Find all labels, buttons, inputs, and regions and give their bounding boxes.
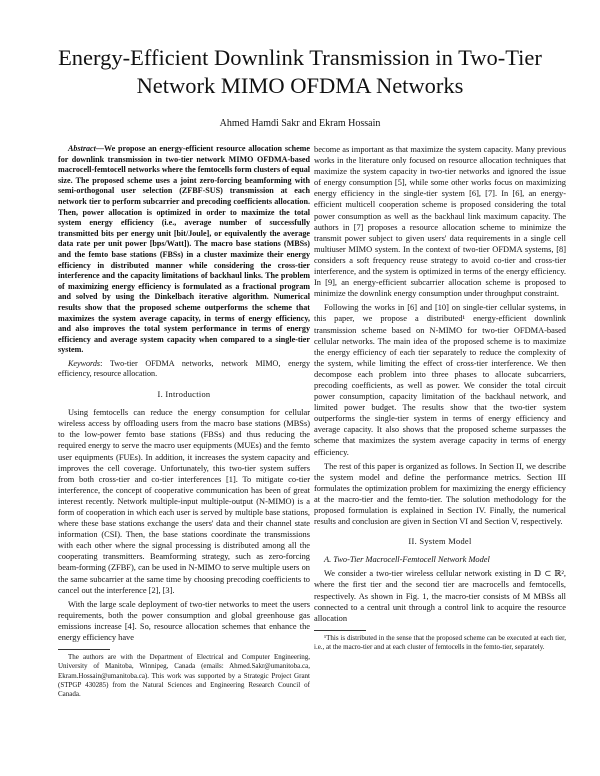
keywords (58, 359, 310, 380)
intro-paragraph-5: The rest of this paper is organized as follows. In Section II, we describe the system model and define the performance metrics. Section III formulates the optimization problem for maximizing the energy efficiency at the macro-tier and the femto-tier. The solution methodology for the proposed formulation is explained in Section IV. Finally, the numerical results and conclusion are given in Section VI and Section V, respectively. (314, 461, 566, 527)
abstract-text: —We propose an energy-efficient resource allocation scheme for downlink transmission in two-tier network MIMO OFDMA-based macrocell-femtocell networks where the femtocells form clusters of equal size. The proposed scheme uses a joint zero-forcing beamforming with semi-orthogonal user selection (ZFBF-SUS) transmission at each network tier to perform subcarrier and precoding coefficients allocation. Then, power allocation is optimized in order to maximize the total system energy efficiency (i.e., average number of successfully transmitted bits per energy unit [bit/Joule], or equivalently the average data rate per unit power [bps/Watt]). The macro base stations (MBSs) and the femto base stations (FBSs) in a cluster maximize their energy efficiency in distributed manner while considering the cross-tier interference and the capacity limitations of backhaul links. The problem of maximizing energy efficiency is formulated as a fractional program and solved by using the Dinkelbach iterative algorithm. Numerical results show that the proposed scheme outperforms the scheme that maximizes the system average capacity, in terms of energy efficiency, and also improves the total system performance in terms of energy efficiency and average system capacity when compared to a single-tier system. (58, 144, 310, 355)
footnote-rule (58, 649, 110, 650)
author-footnote: The authors are with the Department of Electrical and Computer Engineering, University of Manitoba, Winnipeg, Canada (emails: Ahmed.Sakr@umanitoba.ca, Ekram.Hossain@umanitoba.ca). This work was supported by a Strategic Project Grant (STPGP 430285) from the Natural Sciences and Engineering Research Council of Canada. (58, 653, 310, 698)
left-column (58, 144, 310, 702)
right-column (314, 144, 566, 655)
system-model-paragraph: We consider a two-tier wireless cellular network existing in 𝔻 ⊂ ℝ², where the first tier and the second tier are macrocells and femtocells, respectively. As shown in Fig. 1, the macro-tier consists of M MBSs all connected to a central unit through a control link to acquire the resource allocation (314, 569, 566, 623)
paper-title: Energy-Efficient Downlink Transmission in Two-Tier Network MIMO OFDMA Networks (58, 45, 542, 98)
paper-authors: Ahmed Hamdi Sakr and Ekram Hossain (219, 118, 381, 129)
keywords-label: Keywords (68, 358, 101, 368)
intro-paragraph-1: Using femtocells can reduce the energy consumption for cellular wireless access by offloading users from the macro base stations (MBSs) to the low-power femto base stations (FBSs) and thus reducing the required energy to serve the macro user equipments (MUEs) and the femto user equipments (FUEs). In addition, it increases the system capacity and improves the cell coverage. Unfortunately, this two-tier system suffers from both cross-tier and co-tier interferences [1]. To mitigate co-tier interference, the concept of cooperative communication has been of great interest recently. Network multiple-input multiple-output (N-MIMO) is a form of cooperation in which each user is served by multiple base stations, where these base stations exchange the users' data and their channel state information (CSI). Then, the base stations coordinate the transmissions with each other where the signal processing is distributed among all the cooperating transmitters. Beamforming strategy, such as zero-forcing beam-forming (ZFBF), can be used in N-MIMO to serve multiple users on the same subcarrier at the same time by choosing precoding coefficients to cancel out the interference [2], [3]. (58, 408, 310, 595)
section-heading-system-model: II. System Model (408, 537, 472, 547)
distributed-footnote: ¹This is distributed in the sense that the proposed scheme can be executed at each tier, i.e., at the macro-tier and at each cluster of femtocells in the femto-tier, separately. (314, 633, 566, 652)
intro-paragraph-4: Following the works in [6] and [10] on single-tier cellular systems, in this paper, we propose a distributed¹ energy-efficient downlink transmission scheme based on N-MIMO for two-tier OFDMA-based cellular networks. The main idea of the proposed scheme is to maximize the energy efficiency of each tier separately to reduce the complexity of the system, while limiting the effect of cross-tier interference. We then decompose each problem into three phases to allocate subcarriers, precoding coefficients, as well as power. We consider the total circuit power consumption, capacity limitation of the backhaul network, and limited power budget. The results show that the two-tier system outperforms the single-tier system in terms of energy efficiency and average capacity. It also shows that the proposed scheme surpasses the scheme that maximizes the system average capacity in terms of energy efficiency. (314, 303, 566, 457)
intro-paragraph-3: become as important as that maximize the system capacity. Many previous works in the literature only focused on resource allocation techniques that maximize the system capacity in two-tier networks and ignored the issue of energy consumption [5], while some other works focus on maximizing energy efficiency in the single-tier system [6], [7]. In [6], an energy-efficient multicell cooperation scheme is proposed considering the total power consumption as well as the backhaul link maximum capacity. The authors in [7] proposes a resource allocation scheme to minimize the transmit power subject to given users' data requirements in a single cell multiuser MIMO system. In the context of two-tier OFDMA systems, [8] considers a soft frequency reuse strategy to avoid co-tier and cross-tier interference, and the system is optimized in terms of the energy efficiency. In [9], an energy-efficient subcarrier allocation scheme is proposed to minimize the downlink energy consumption under throughput constraint. (314, 145, 566, 299)
keywords-text: : Two-tier OFDMA networks, network MIMO, energy efficiency, resource allocation. (58, 358, 310, 379)
abstract-label: Abstract (68, 144, 96, 153)
intro-paragraph-2: With the large scale deployment of two-tier networks to meet the users requirements, both the power consumption and global greenhouse gas emissions increase [4]. So, resource allocation schemes that enhance the energy efficiency have (58, 599, 310, 643)
section-heading-introduction: I. Introduction (157, 390, 211, 400)
footnote-rule-right (314, 630, 366, 631)
abstract (58, 144, 310, 356)
subsection-heading: A. Two-Tier Macrocell-Femtocell Network Model (324, 555, 490, 565)
